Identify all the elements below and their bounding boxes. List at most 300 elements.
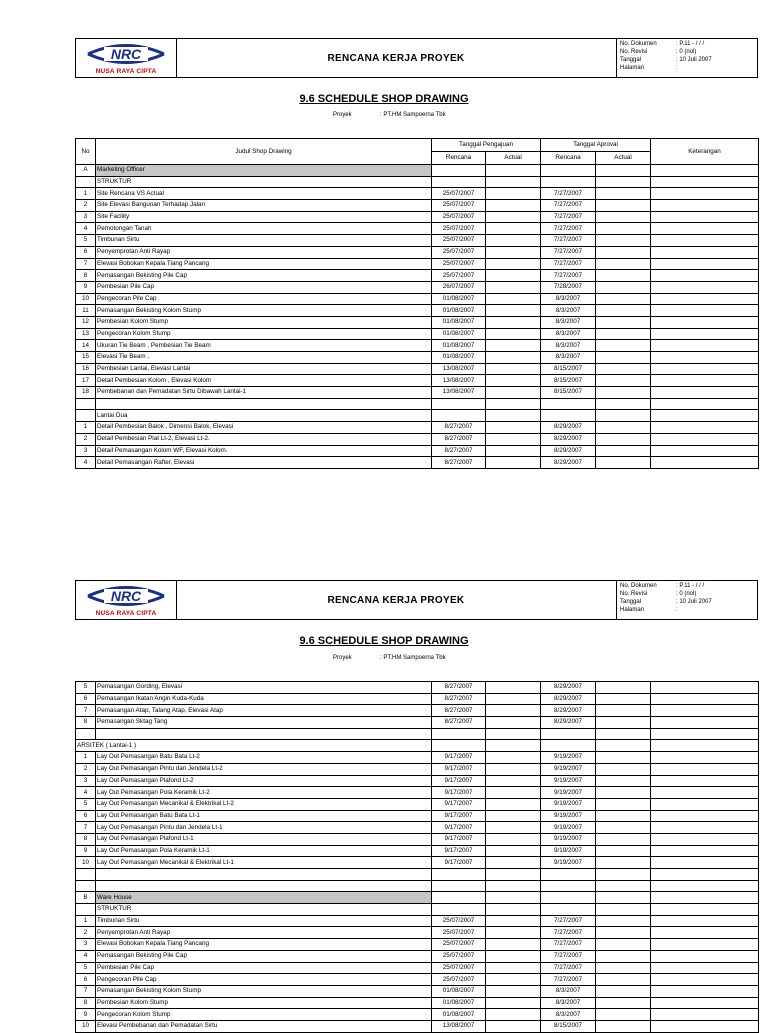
cell-pengajuan-rencana: 01/08/2007 [432, 316, 486, 328]
cell-no: 10 [76, 857, 96, 869]
cell-no: 16 [76, 363, 96, 375]
cell-aproval-actual [596, 985, 651, 997]
cell-aproval-actual [596, 740, 651, 752]
cell-keterangan [651, 927, 759, 939]
project-value: : PT.HM Sampoerna Tbk [380, 112, 446, 118]
cell-no: 8 [76, 717, 96, 729]
section-title: 9.6 SCHEDULE SHOP DRAWING [299, 93, 469, 105]
cell-pengajuan-actual [486, 985, 541, 997]
cell-judul: Lay Out Pemasangan Pintu dan Jendela Lt-2 [96, 763, 432, 775]
cell-aproval-rencana: 9/19/2007 [541, 857, 596, 869]
cell-judul: STRUKTUR [96, 904, 432, 916]
cell-pengajuan-rencana: 9/17/2007 [432, 857, 486, 869]
cell-pengajuan-rencana: 25/07/2007 [432, 962, 486, 974]
cell-pengajuan-rencana: 13/08/2007 [432, 375, 486, 387]
table-row [76, 857, 759, 869]
cell-keterangan [651, 892, 759, 904]
cell-pengajuan-rencana: 8/27/2007 [432, 705, 486, 717]
cell-no: 15 [76, 352, 96, 364]
cell-aproval-rencana: 7/27/2007 [541, 915, 596, 927]
cell-no: 1 [76, 752, 96, 764]
cell-no: 9 [76, 845, 96, 857]
cell-judul: Pemotongan Tanah [96, 223, 432, 235]
cell-aproval-actual [596, 845, 651, 857]
cell-aproval-rencana [541, 880, 596, 892]
cell-judul: Ware House [96, 892, 432, 904]
cell-judul [96, 869, 432, 881]
cell-judul: Pemasangan Atap, Talang Atap, Elevasi Atap [96, 705, 432, 717]
cell-pengajuan-rencana [432, 904, 486, 916]
cell-judul: Timbunan Sirtu [96, 915, 432, 927]
cell-aproval-rencana: 7/27/2007 [541, 188, 596, 200]
cell-no: 1 [76, 188, 96, 200]
cell-aproval-rencana: 7/27/2007 [541, 962, 596, 974]
cell-no: 6 [76, 974, 96, 986]
cell-aproval-actual [596, 822, 651, 834]
cell-pengajuan-rencana: 25/07/2007 [432, 974, 486, 986]
cell-judul: Pemasangan Bekisting Kolom Stump [96, 305, 432, 317]
cell-pengajuan-rencana: 9/17/2007 [432, 810, 486, 822]
cell-no: 18 [76, 387, 96, 399]
cell-judul: Pembesian Kolom Stump [96, 316, 432, 328]
cell-aproval-actual [596, 728, 651, 740]
col-judul: Judul Shop Drawing [96, 139, 432, 165]
cell-aproval-actual [596, 1020, 651, 1032]
cell-judul: Detail Pemasangan Kolom WF, Elevasi Kolom. [96, 445, 432, 457]
cell-judul [96, 728, 432, 740]
cell-judul [96, 880, 432, 892]
cell-pengajuan-rencana [432, 880, 486, 892]
cell-pengajuan-rencana: 9/17/2007 [432, 763, 486, 775]
project-label: Proyek [333, 655, 352, 661]
document-meta: No. Dokumen : P.11 - / / / No. Revisi : 0 (nol) Tanggal : 10 Juli 2007 Halaman : [620, 583, 712, 613]
cell-no: 6 [76, 693, 96, 705]
cell-aproval-rencana: 7/27/2007 [541, 235, 596, 247]
cell-keterangan [651, 705, 759, 717]
cell-aproval-rencana: 8/3/2007 [541, 985, 596, 997]
cell-aproval-rencana: 9/19/2007 [541, 845, 596, 857]
cell-pengajuan-rencana: 01/08/2007 [432, 1009, 486, 1021]
cell-judul: STRUKTUR [96, 176, 432, 188]
table-row [76, 904, 759, 916]
cell-judul: ARSITEK ( Lantai-1 ) [76, 740, 432, 752]
cell-no: 5 [76, 798, 96, 810]
cell-no: 3 [76, 939, 96, 951]
cell-no: 13 [76, 328, 96, 340]
cell-aproval-rencana: 7/27/2007 [541, 258, 596, 270]
table-row [76, 752, 759, 764]
cell-judul: Pembesian Pile Cap [96, 962, 432, 974]
cell-pengajuan-actual [486, 939, 541, 951]
table-row [76, 810, 759, 822]
cell-aproval-rencana: 8/3/2007 [541, 316, 596, 328]
cell-aproval-rencana [541, 904, 596, 916]
cell-keterangan [651, 787, 759, 799]
table-row [76, 763, 759, 775]
cell-pengajuan-rencana: 25/07/2007 [432, 270, 486, 282]
cell-pengajuan-rencana: 25/07/2007 [432, 223, 486, 235]
cell-aproval-actual [596, 915, 651, 927]
table-row [76, 939, 759, 951]
cell-aproval-rencana: 8/15/2007 [541, 387, 596, 399]
cell-pengajuan-rencana: 13/08/2007 [432, 387, 486, 399]
cell-judul: Penyemprotan Anti Rayap [96, 927, 432, 939]
cell-aproval-actual [596, 810, 651, 822]
cell-judul: Pengecoran Kolom Stump [96, 1009, 432, 1021]
cell-pengajuan-rencana: 9/17/2007 [432, 822, 486, 834]
col-keterangan: Keterangan [651, 139, 759, 165]
cell-pengajuan-actual [486, 880, 541, 892]
cell-pengajuan-rencana: 01/08/2007 [432, 985, 486, 997]
cell-aproval-rencana: 8/15/2007 [541, 1020, 596, 1032]
cell-judul: Detail Pembesian Balok , Dimensi Balok, Elevasi [96, 422, 432, 434]
cell-aproval-actual [596, 682, 651, 694]
cell-aproval-rencana: 8/29/2007 [541, 445, 596, 457]
table-row [76, 717, 759, 729]
document-title: RENCANA KERJA PROYEK [176, 581, 617, 619]
col-rencana: Rencana [432, 152, 486, 165]
table-row [76, 962, 759, 974]
cell-pengajuan-actual [486, 798, 541, 810]
cell-no: 4 [76, 223, 96, 235]
cell-aproval-rencana: 8/15/2007 [541, 375, 596, 387]
cell-judul: Pembebanan dan Pemadatan Sirtu Dibawah Lantai-1 [96, 387, 432, 399]
cell-judul: Lay Out Pemasangan Plafond Lt-1 [96, 833, 432, 845]
cell-pengajuan-rencana: 01/08/2007 [432, 340, 486, 352]
table-row [76, 740, 759, 752]
cell-aproval-rencana: 8/29/2007 [541, 693, 596, 705]
table-row [76, 950, 759, 962]
table-row [76, 822, 759, 834]
cell-keterangan [651, 974, 759, 986]
cell-aproval-rencana [541, 728, 596, 740]
cell-aproval-actual [596, 833, 651, 845]
cell-judul: Pembesian Kolom Stump [96, 997, 432, 1009]
cell-no: 6 [76, 810, 96, 822]
cell-keterangan [651, 1009, 759, 1021]
table-row [76, 775, 759, 787]
cell-aproval-rencana: 9/19/2007 [541, 787, 596, 799]
cell-aproval-rencana: 9/19/2007 [541, 822, 596, 834]
cell-aproval-rencana: 9/19/2007 [541, 775, 596, 787]
cell-pengajuan-actual [486, 775, 541, 787]
cell-aproval-rencana [541, 869, 596, 881]
cell-aproval-actual [596, 927, 651, 939]
cell-aproval-actual [596, 1009, 651, 1021]
cell-aproval-actual [596, 939, 651, 951]
cell-pengajuan-rencana: 25/07/2007 [432, 939, 486, 951]
cell-judul: Elevasi Pembebanan dan Pemadatan Sirtu [96, 1020, 432, 1032]
cell-aproval-actual [596, 904, 651, 916]
cell-no: 5 [76, 682, 96, 694]
cell-no: 8 [76, 270, 96, 282]
cell-pengajuan-rencana: 25/07/2007 [432, 235, 486, 247]
cell-no: 2 [76, 927, 96, 939]
cell-pengajuan-rencana: 8/27/2007 [432, 433, 486, 445]
cell-pengajuan-rencana: 8/27/2007 [432, 422, 486, 434]
col-rencana: Rencana [541, 152, 596, 165]
cell-aproval-actual [596, 892, 651, 904]
cell-judul: Lay Out Pemasangan Batu Bata Lt-2 [96, 752, 432, 764]
cell-judul: Pemasangan Bekisting Pile Cap [96, 950, 432, 962]
nrc-logo-icon [84, 583, 168, 609]
cell-pengajuan-actual [486, 822, 541, 834]
cell-no [76, 904, 96, 916]
cell-no: 7 [76, 985, 96, 997]
cell-aproval-actual [596, 763, 651, 775]
project-label: Proyek [333, 112, 352, 118]
cell-aproval-rencana: 8/15/2007 [541, 363, 596, 375]
cell-judul: Elevasi Tie Beam , [96, 352, 432, 364]
project-value: : PT.HM Sampoerna Tbk [380, 655, 446, 661]
cell-aproval-actual [596, 950, 651, 962]
cell-pengajuan-actual [486, 693, 541, 705]
svg-text:NRC: NRC [110, 588, 142, 604]
schedule-table-2 [75, 681, 759, 1033]
cell-judul: Elevasi Bobokan Kepala Tiang Pancang [96, 939, 432, 951]
cell-no: 10 [76, 293, 96, 305]
cell-pengajuan-rencana: 8/27/2007 [432, 682, 486, 694]
table-row [76, 833, 759, 845]
cell-pengajuan-rencana: 9/17/2007 [432, 798, 486, 810]
cell-pengajuan-rencana: 25/07/2007 [432, 188, 486, 200]
cell-keterangan [651, 728, 759, 740]
cell-keterangan [651, 904, 759, 916]
cell-judul: Detail Pembesian Kolom , Elevasi Kolom [96, 375, 432, 387]
company-logo [76, 581, 177, 619]
cell-aproval-rencana: 7/27/2007 [541, 950, 596, 962]
table-row [76, 1020, 759, 1032]
cell-keterangan [651, 869, 759, 881]
cell-aproval-rencana: 9/19/2007 [541, 763, 596, 775]
cell-no: 7 [76, 822, 96, 834]
cell-keterangan [651, 810, 759, 822]
cell-no: 5 [76, 962, 96, 974]
cell-no: 3 [76, 211, 96, 223]
cell-no: 8 [76, 833, 96, 845]
cell-pengajuan-rencana: 8/27/2007 [432, 457, 486, 469]
cell-keterangan [651, 693, 759, 705]
cell-no: B [76, 892, 96, 904]
cell-pengajuan-rencana [432, 728, 486, 740]
cell-aproval-rencana: 9/19/2007 [541, 810, 596, 822]
table-row [76, 1009, 759, 1021]
cell-keterangan [651, 880, 759, 892]
cell-pengajuan-rencana: 8/27/2007 [432, 717, 486, 729]
cell-aproval-actual [596, 775, 651, 787]
cell-pengajuan-actual [486, 1020, 541, 1032]
cell-keterangan [651, 752, 759, 764]
cell-judul: Pemasangan Gording, Elevasi [96, 682, 432, 694]
table-row [76, 728, 759, 740]
cell-pengajuan-rencana: 13/08/2007 [432, 1020, 486, 1032]
cell-judul: Lay Out Pemasangan Pintu dan Jendela Lt-1 [96, 822, 432, 834]
cell-aproval-actual [596, 869, 651, 881]
cell-pengajuan-rencana [432, 892, 486, 904]
cell-pengajuan-rencana: 9/17/2007 [432, 775, 486, 787]
cell-keterangan [651, 950, 759, 962]
cell-aproval-rencana: 8/29/2007 [541, 422, 596, 434]
cell-aproval-rencana: 7/27/2007 [541, 246, 596, 258]
cell-aproval-rencana: 8/29/2007 [541, 705, 596, 717]
cell-pengajuan-actual [486, 915, 541, 927]
cell-aproval-actual [596, 962, 651, 974]
cell-no: 1 [76, 915, 96, 927]
cell-judul: Pemasangan Bekisting Pile Cap [96, 270, 432, 282]
cell-judul: Pembesian Pile Cap [96, 281, 432, 293]
cell-aproval-actual [596, 997, 651, 1009]
cell-no: 7 [76, 258, 96, 270]
cell-no: 17 [76, 375, 96, 387]
cell-pengajuan-actual [486, 950, 541, 962]
cell-keterangan [651, 822, 759, 834]
cell-judul: Lay Out Pemasangan Plafond Lt-2 [96, 775, 432, 787]
table-row [76, 974, 759, 986]
table-row [76, 997, 759, 1009]
cell-pengajuan-rencana: 01/08/2007 [432, 352, 486, 364]
svg-text:NRC: NRC [110, 46, 142, 62]
section-title: 9.6 SCHEDULE SHOP DRAWING [299, 635, 469, 647]
cell-judul: Elevasi Bobokan Kepala Tiang Pancang [96, 258, 432, 270]
cell-no: A [76, 165, 96, 177]
cell-pengajuan-actual [486, 892, 541, 904]
cell-keterangan [651, 985, 759, 997]
cell-pengajuan-rencana: 01/08/2007 [432, 293, 486, 305]
cell-pengajuan-rencana: 25/07/2007 [432, 950, 486, 962]
cell-pengajuan-rencana: 25/07/2007 [432, 915, 486, 927]
cell-aproval-rencana [541, 740, 596, 752]
cell-judul: Lay Out Pemasangan Mecanikal & Elektrikal Lt-1 [96, 857, 432, 869]
cell-keterangan [651, 775, 759, 787]
cell-aproval-rencana: 9/19/2007 [541, 798, 596, 810]
cell-pengajuan-rencana: 8/27/2007 [432, 693, 486, 705]
cell-pengajuan-actual [486, 962, 541, 974]
cell-pengajuan-rencana [432, 740, 486, 752]
cell-no: 2 [76, 433, 96, 445]
cell-judul: Detail Pembesian Plat Lt-2, Elevasi Lt-2. [96, 433, 432, 445]
cell-aproval-rencana: 7/27/2007 [541, 270, 596, 282]
cell-aproval-rencana: 8/3/2007 [541, 1009, 596, 1021]
cell-no: 4 [76, 950, 96, 962]
cell-aproval-rencana: 8/29/2007 [541, 433, 596, 445]
cell-judul: Timbunan Sirtu [96, 235, 432, 247]
cell-aproval-actual [596, 798, 651, 810]
cell-judul: Lay Out Pemasangan Mecanikal & Elektrikal Lt-2 [96, 798, 432, 810]
cell-judul: Site Elevasi Bangunan Terhadap Jalan [96, 200, 432, 212]
company-name: NUSA RAYA CIPTA [95, 610, 157, 617]
col-no: No [76, 139, 96, 165]
cell-aproval-rencana: 8/29/2007 [541, 717, 596, 729]
cell-pengajuan-actual [486, 833, 541, 845]
cell-judul: Marketing Officer [96, 165, 432, 177]
cell-keterangan [651, 798, 759, 810]
cell-pengajuan-rencana: 9/17/2007 [432, 833, 486, 845]
cell-no [76, 728, 96, 740]
table-row [76, 705, 759, 717]
cell-aproval-rencana: 7/27/2007 [541, 939, 596, 951]
cell-aproval-rencana: 9/19/2007 [541, 752, 596, 764]
cell-pengajuan-rencana: 8/27/2007 [432, 445, 486, 457]
cell-pengajuan-actual [486, 1009, 541, 1021]
cell-pengajuan-rencana: 9/17/2007 [432, 845, 486, 857]
table-row [76, 693, 759, 705]
cell-pengajuan-actual [486, 740, 541, 752]
cell-keterangan [651, 833, 759, 845]
cell-judul: Ukuran Tie Beam , Pembesian Tie Beam [96, 340, 432, 352]
cell-judul: Pemasangan Sktag Tang [96, 717, 432, 729]
cell-aproval-rencana: 7/27/2007 [541, 927, 596, 939]
col-actual: Actual [486, 152, 541, 165]
col-aproval: Tanggal Aproval [541, 139, 651, 152]
cell-keterangan [651, 939, 759, 951]
cell-no: 10 [76, 1020, 96, 1032]
cell-no: 3 [76, 775, 96, 787]
cell-no [76, 869, 96, 881]
cell-aproval-actual [596, 857, 651, 869]
company-name: NUSA RAYA CIPTA [95, 68, 157, 75]
cell-judul: Pemasangan Ikatan Angin Kuda-Kuda [96, 693, 432, 705]
cell-keterangan [651, 962, 759, 974]
cell-pengajuan-rencana: 01/08/2007 [432, 997, 486, 1009]
cell-aproval-rencana: 7/27/2007 [541, 200, 596, 212]
cell-judul: Lantai Dua [96, 410, 432, 422]
cell-aproval-actual [596, 693, 651, 705]
cell-keterangan [651, 857, 759, 869]
cell-pengajuan-rencana: 9/17/2007 [432, 752, 486, 764]
cell-keterangan [651, 740, 759, 752]
cell-aproval-actual [596, 717, 651, 729]
cell-judul: Lay Out Pemasangan Pola Keramik Lt-1 [96, 845, 432, 857]
cell-pengajuan-actual [486, 974, 541, 986]
cell-judul: Pengecoran Pile Cap [96, 293, 432, 305]
cell-no: 6 [76, 246, 96, 258]
cell-aproval-rencana: 7/28/2007 [541, 281, 596, 293]
cell-aproval-rencana: 8/3/2007 [541, 328, 596, 340]
cell-pengajuan-actual [486, 845, 541, 857]
cell-no: 3 [76, 445, 96, 457]
cell-aproval-rencana: 8/3/2007 [541, 340, 596, 352]
cell-keterangan [651, 845, 759, 857]
cell-aproval-rencana: 7/27/2007 [541, 974, 596, 986]
cell-pengajuan-actual [486, 857, 541, 869]
cell-judul: Pengecoran Pile Cap [96, 974, 432, 986]
cell-aproval-rencana: 8/29/2007 [541, 682, 596, 694]
cell-no: 2 [76, 763, 96, 775]
cell-pengajuan-actual [486, 869, 541, 881]
document-header [75, 580, 758, 620]
document-title: RENCANA KERJA PROYEK [176, 39, 617, 77]
cell-pengajuan-actual [486, 717, 541, 729]
cell-pengajuan-actual [486, 787, 541, 799]
cell-aproval-rencana: 8/3/2007 [541, 352, 596, 364]
table-body-2 [76, 682, 759, 1033]
cell-pengajuan-actual [486, 728, 541, 740]
cell-no: 14 [76, 340, 96, 352]
cell-pengajuan-rencana: 9/17/2007 [432, 787, 486, 799]
table-row [76, 682, 759, 694]
cell-pengajuan-actual [486, 927, 541, 939]
cell-no [76, 880, 96, 892]
cell-no: 9 [76, 281, 96, 293]
cell-keterangan [651, 682, 759, 694]
cell-pengajuan-actual [486, 763, 541, 775]
cell-pengajuan-actual [486, 997, 541, 1009]
cell-aproval-rencana: 7/27/2007 [541, 211, 596, 223]
cell-keterangan [651, 997, 759, 1009]
cell-pengajuan-rencana: 25/07/2007 [432, 258, 486, 270]
cell-keterangan [651, 763, 759, 775]
cell-pengajuan-actual [486, 904, 541, 916]
